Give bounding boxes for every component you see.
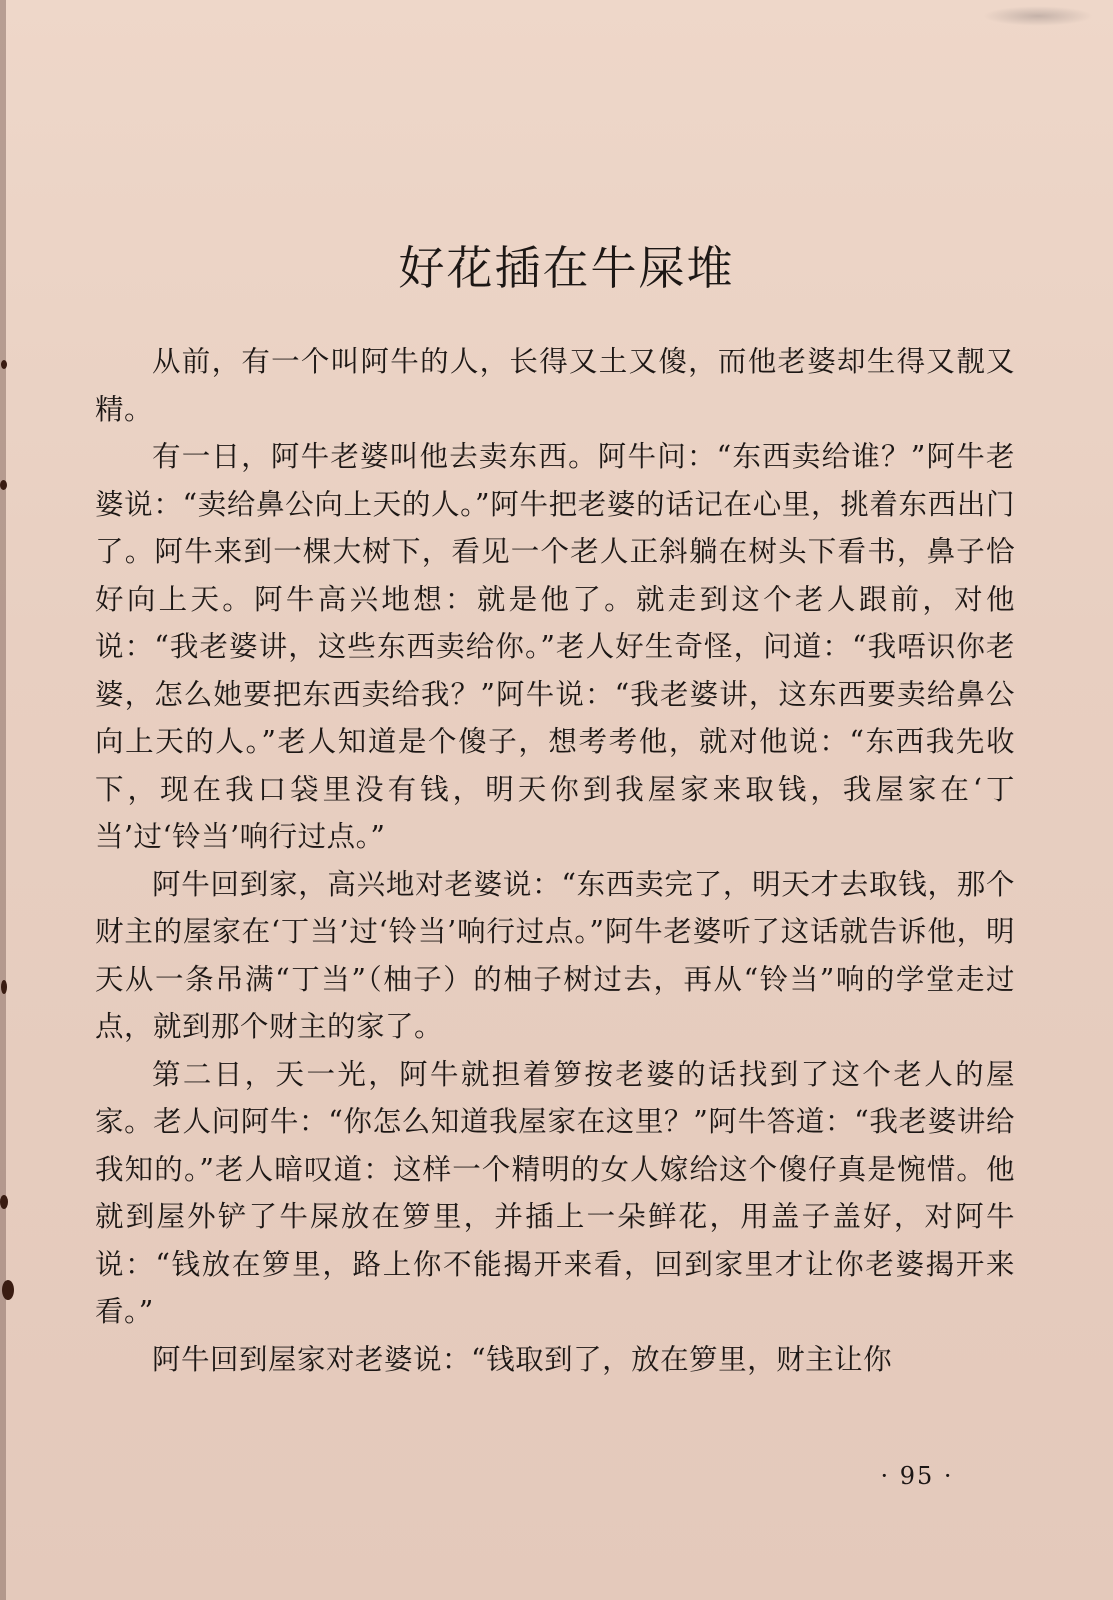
corner-smudge [983, 6, 1093, 26]
ink-spot [0, 1195, 8, 1209]
page-number: · 95 · [880, 1462, 954, 1490]
ink-spot [2, 1280, 14, 1300]
ink-spot [1, 980, 7, 994]
paragraph: 从前，有一个叫阿牛的人，长得又土又傻，而他老婆却生得又靓又精。 [95, 345, 1015, 426]
story-body [95, 338, 1015, 1383]
paragraph: 第二日，天一光，阿牛就担着箩按老婆的话找到了这个老人的屋家。老人问阿牛：“你怎么知道我屋家在这里？”阿牛答道：“我老婆讲给我知的。”老人暗叹道：这样一个精明的女人嫁给这个傻仔真是惋惜。他就到屋外铲了牛屎放在箩里，并插上一朵鲜花，用盖子盖好，对阿牛说：“钱放在箩里，路上你不能揭开来看，回到家里才让你老婆揭开来看。” [95, 1057, 1015, 1328]
paragraph: 有一日，阿牛老婆叫他去卖东西。阿牛问：“东西卖给谁？”阿牛老婆说：“卖给鼻公向上天的人。”阿牛把老婆的话记在心里，挑着东西出门了。阿牛来到一棵大树下，看见一个老人正斜躺在树头下看书，鼻子恰好向上天。阿牛高兴地想：就是他了。就走到这个老人跟前，对他说：“我老婆讲，这些东西卖给你。”老人好生奇怪，问道：“我唔识你老婆，怎么她要把东西卖给我？”阿牛说：“我老婆讲，这东西要卖给鼻公向上天的人。”老人知道是个傻子，想考考他，就对他说：“东西我先收下，现在我口袋里没有钱，明天你到我屋家来取钱，我屋家在‘丁当’过‘铃当’响行过点。” [95, 440, 1015, 853]
ink-spot [0, 480, 7, 490]
paragraph: 阿牛回到屋家对老婆说：“钱取到了，放在箩里，财主让你 [152, 1342, 893, 1376]
paragraph: 阿牛回到家，高兴地对老婆说：“东西卖完了，明天才去取钱，那个财主的屋家在‘丁当’过‘铃当’响行过点。”阿牛老婆听了这话就告诉他，明天从一条吊满“丁当”（柚子）的柚子树过去，再从“铃当”响的学堂走过点，就到那个财主的家了。 [95, 867, 1015, 1043]
ink-spot [1, 360, 7, 369]
page-title: 好花插在牛屎堆 [398, 241, 735, 295]
